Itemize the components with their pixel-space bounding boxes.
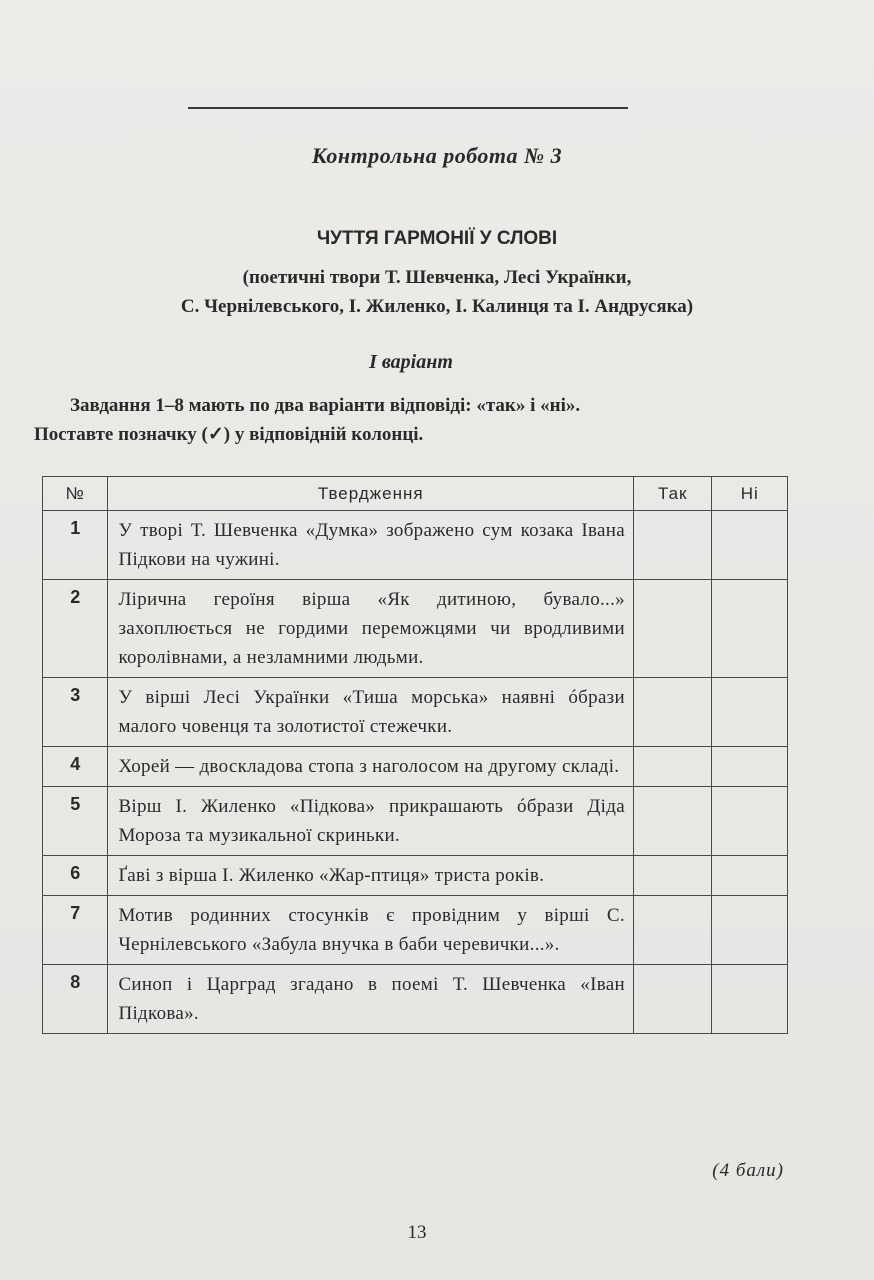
answer-yes-cell[interactable] [633, 787, 712, 856]
header-num: № [43, 477, 108, 511]
answer-yes-cell[interactable] [633, 678, 712, 747]
answer-no-cell[interactable] [712, 580, 788, 678]
table-row [43, 678, 788, 747]
row-statement: Хорей — двоскладова стопа з наголосом на другому складі. [108, 747, 634, 787]
row-statement: Мотив родинних стосунків є провідним у вірші С. Чернілевського «Забула внучка в баби черевички...». [108, 896, 634, 965]
answer-no-cell[interactable] [712, 856, 788, 896]
table-row [43, 580, 788, 678]
table-row [43, 747, 788, 787]
table-row [43, 787, 788, 856]
answer-no-cell[interactable] [712, 787, 788, 856]
row-number: 1 [43, 511, 108, 580]
row-statement: Вірш І. Жиленко «Підкова» прикрашають óбрази Діда Мороза та музикальної скриньки. [108, 787, 634, 856]
row-number: 3 [43, 678, 108, 747]
instruction-line-1: Завдання 1–8 мають по два варіанти відповіді: «так» і «ні». [70, 395, 581, 416]
header-statement: Твердження [108, 477, 634, 511]
row-statement: Синоп і Царград згадано в поемі Т. Шевченка «Іван Підкова». [108, 965, 634, 1034]
answer-no-cell[interactable] [712, 896, 788, 965]
row-statement: Лірична героїня вірша «Як дитиною, бувало...» захоплюється не гордими переможцями чи вродливими королівнами, а незламними людьми. [108, 580, 634, 678]
row-statement: У вірші Лесі Українки «Тиша морська» наявні óбрази малого човенця та золотистої стежечки. [108, 678, 634, 747]
answer-no-cell[interactable] [712, 965, 788, 1034]
row-number: 5 [43, 787, 108, 856]
row-statement: Ґаві з вірша І. Жиленко «Жар-птиця» триста років. [108, 856, 634, 896]
topic-heading: ЧУТТЯ ГАРМОНІЇ У СЛОВІ [316, 228, 558, 249]
header-no: Ні [712, 477, 788, 511]
table-header-row [43, 477, 788, 511]
points-note: (4 бали) [712, 1160, 784, 1181]
page-number: 13 [407, 1222, 427, 1243]
row-number: 7 [43, 896, 108, 965]
table-row [43, 856, 788, 896]
table-row [43, 511, 788, 580]
row-number: 6 [43, 856, 108, 896]
row-number: 4 [43, 747, 108, 787]
top-rule [188, 107, 628, 109]
row-number: 8 [43, 965, 108, 1034]
answer-yes-cell[interactable] [633, 856, 712, 896]
answer-yes-cell[interactable] [633, 511, 712, 580]
instructions [34, 391, 794, 449]
row-number: 2 [43, 580, 108, 678]
answer-yes-cell[interactable] [633, 896, 712, 965]
subtitle-line-2: С. Чернілевського, І. Жиленко, І. Калинця та І. Андрусяка) [180, 296, 694, 317]
test-title: Контрольна робота № 3 [311, 143, 563, 168]
true-false-table [42, 476, 788, 1034]
topic-subtitle [0, 263, 874, 321]
table-row [43, 965, 788, 1034]
answer-no-cell[interactable] [712, 747, 788, 787]
answer-yes-cell[interactable] [633, 965, 712, 1034]
table-row [43, 896, 788, 965]
answer-no-cell[interactable] [712, 511, 788, 580]
variant-label: І варіант [369, 351, 453, 373]
row-statement: У творі Т. Шевченка «Думка» зображено сум козака Івана Підкови на чужині. [108, 511, 634, 580]
header-yes: Так [633, 477, 712, 511]
subtitle-line-1: (поетичні твори Т. Шевченка, Лесі Українки, [242, 267, 632, 288]
answer-yes-cell[interactable] [633, 580, 712, 678]
answer-yes-cell[interactable] [633, 747, 712, 787]
instruction-line-2: Поставте позначку (✓) у відповідній колонці. [34, 424, 424, 445]
answer-no-cell[interactable] [712, 678, 788, 747]
